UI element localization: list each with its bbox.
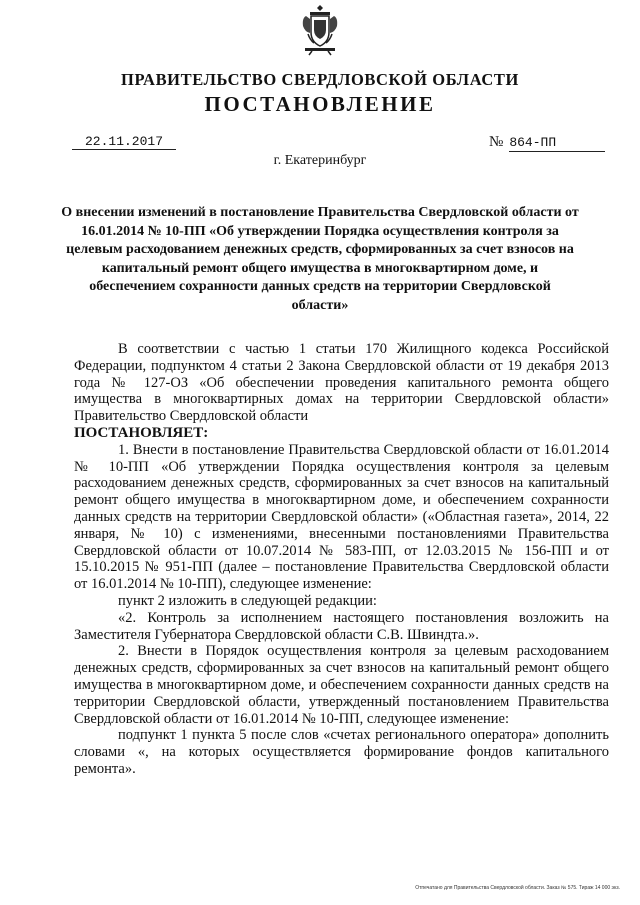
number-sign: № <box>489 134 504 150</box>
paragraph-1: 1. Внести в постановление Правительства Свердловской области от 16.01.2014 № 10-ПП «Об утверждении Порядка осуществления контроля за целевым расходованием денежных средств, сформированных за счет взносов на капитальный ремонт общего имущества в многоквартирном доме, и обеспечением сохранности данных средств на территории Свердловской области» («Областная газета», 2014, 22 января, № 10) с изменениями, внесенными постановлениями Правительства Свердловской области от 10.07.2014 № 583-ПП, от 12.03.2015 № 156-ПП и от 15.10.2015 № 951-ПП (далее – постановление Правительства Свердловской области от 16.01.2014 № 10-ПП), следующее изменение: <box>74 441 609 593</box>
document-number: 864-ПП <box>509 135 605 152</box>
paragraph-2: 2. Внести в Порядок осуществления контроля за целевым расходованием денежных средств, сформированных за счет взносов на капитальный ремонт общего имущества в многоквартирном доме, и обеспечением сохранности данных средств на территории Свердловской области, утвержденный постановлением Правительства Свердловской области от 16.01.2014 № 10-ПП, следующее изменение: <box>74 643 609 727</box>
print-footer: Отпечатано для Правительства Свердловской области. Заказ № 575. Тираж 14 000 экз. <box>415 885 620 891</box>
document-number-block <box>489 134 605 152</box>
paragraph-1-quote: «2. Контроль за исполнением настоящего постановления возложить на Заместителя Губернатора Свердловской области С.В. Швиндта.». <box>74 609 609 643</box>
city: г. Екатеринбург <box>273 153 367 168</box>
decree-word: ПОСТАНОВЛЯЕТ: <box>74 424 209 441</box>
document-date: 22.11.2017 <box>72 135 176 150</box>
paragraph-2-sub: подпункт 1 пункта 5 после слов «счетах регионального оператора» дополнить словами «, на которых осуществляется формирование фондов капитального ремонта». <box>74 727 609 777</box>
document-body <box>74 341 609 778</box>
paragraph-1-sub: пункт 2 изложить в следующей редакции: <box>118 592 377 609</box>
document-title: О внесении изменений в постановление Правительства Свердловской области от 16.01.2014 № 10-ПП «Об утверждении Порядка осуществления контроля за целевым расходованием денежных средств, сформированных за счет взносов на капитальный ремонт общего имущества в многоквартирном доме, и обеспечением сохранности данных средств на территории Свердловской области» <box>61 205 579 313</box>
coat-of-arms-icon <box>300 4 340 56</box>
government-name: ПРАВИТЕЛЬСТВО СВЕРДЛОВСКОЙ ОБЛАСТИ <box>121 70 519 89</box>
document-type: ПОСТАНОВЛЕНИЕ <box>204 92 436 116</box>
preamble: В соответствии с частью 1 статьи 170 Жилищного кодекса Российской Федерации, подпунктом 4 статьи 2 Закона Свердловской области от 19 декабря 2013 года № 127-ОЗ «Об обеспечении проведения капитального ремонта общего имущества в многоквартирных домах на территории Свердловской области» Правительство Свердловской области <box>74 341 609 425</box>
